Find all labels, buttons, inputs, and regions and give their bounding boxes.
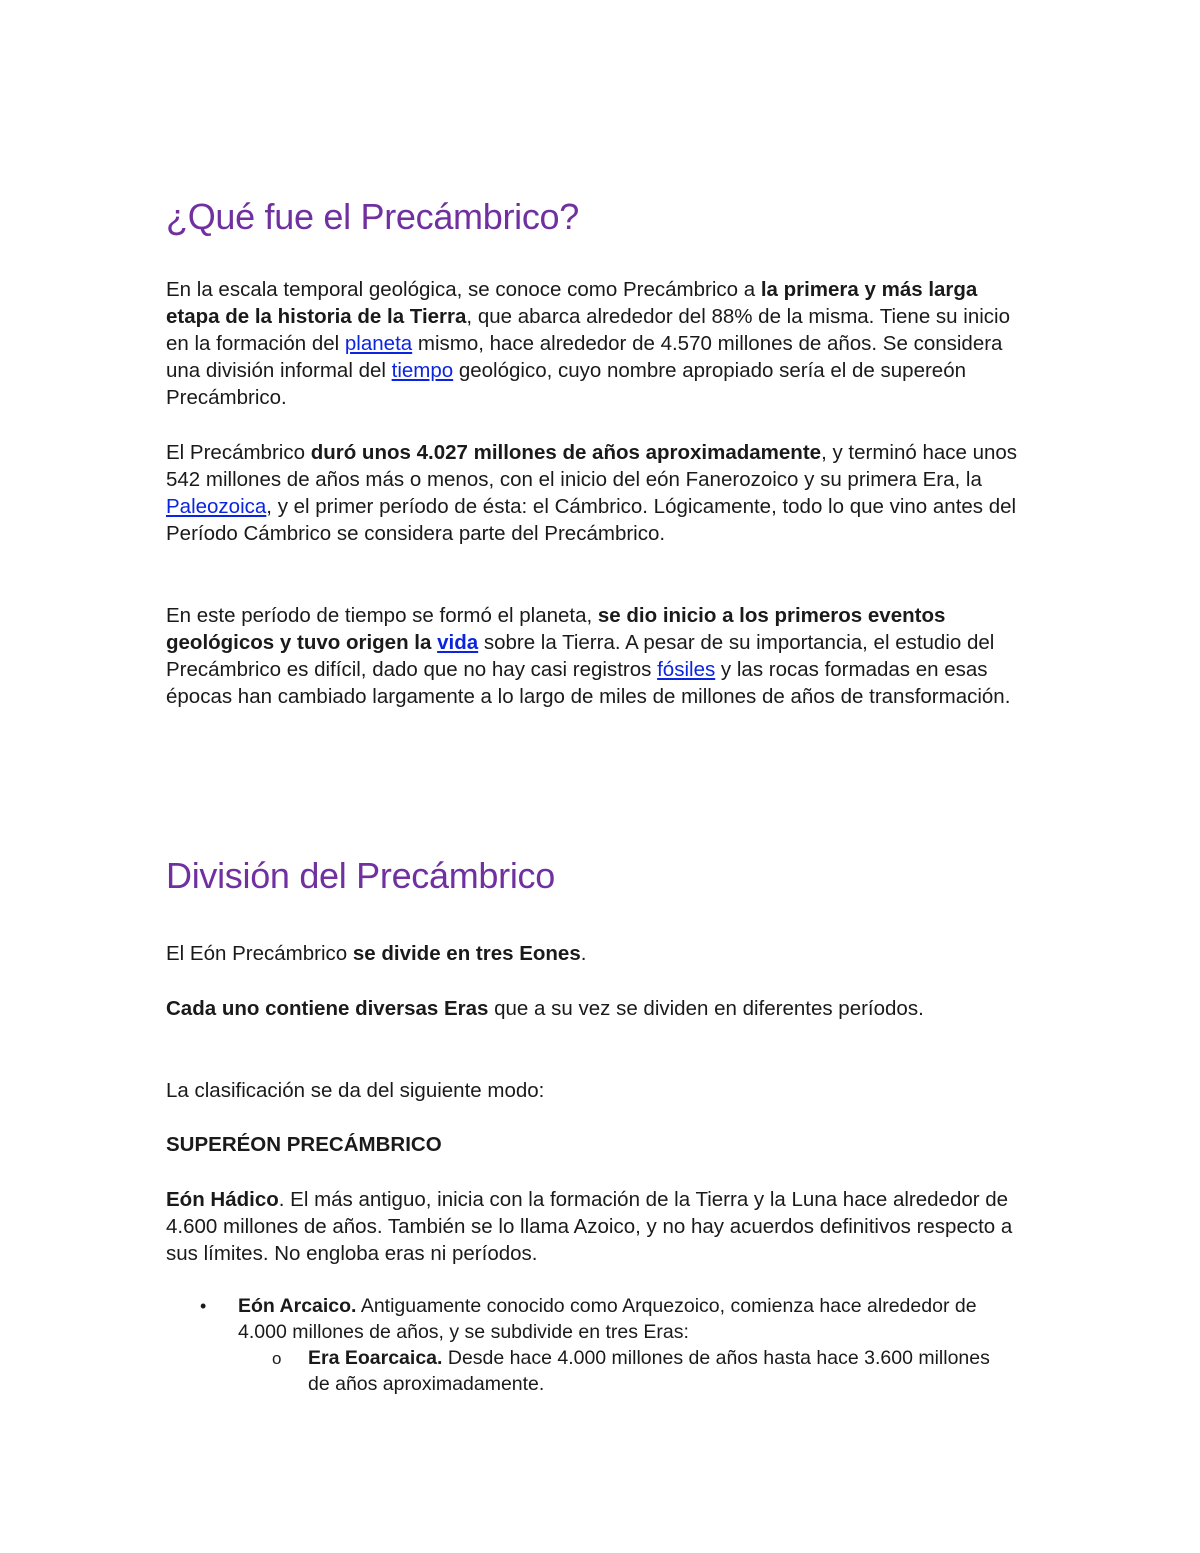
- paragraph-clasificacion: [166, 1077, 1036, 1104]
- bold-text: Cada uno contiene diversas Eras: [166, 997, 489, 1020]
- list-item-text: [308, 1345, 1008, 1397]
- link-tiempo[interactable]: tiempo: [391, 359, 454, 382]
- paragraph-duration: [166, 439, 1036, 547]
- section-title-precambrico: ¿Qué fue el Precámbrico?: [166, 196, 579, 237]
- text: El Eón Precámbrico: [166, 942, 353, 965]
- text: , y terminó hace unos 542 millones de años más o menos, con el inicio del eón Fanerozoico y su primera Era, la: [166, 441, 1018, 491]
- text: , y el primer período de ésta: el Cámbrico. Lógicamente, todo lo que vino antes del Período Cámbrico se considera parte del Precámbrico.: [166, 495, 1017, 545]
- text: Desde hace 4.000 millones de años hasta hace 3.600 millones de años aproximadamente.: [308, 1347, 990, 1395]
- text: El Precámbrico: [166, 441, 311, 464]
- link-fosiles[interactable]: fósiles: [657, 658, 716, 681]
- paragraph-eones: [166, 940, 1036, 967]
- text: En la escala temporal geológica, se conoce como Precámbrico a: [166, 278, 761, 301]
- bold-text: duró unos 4.027 millones de años aproximadamente: [310, 441, 822, 464]
- text: .: [580, 942, 587, 965]
- text: geológico, cuyo nombre apropiado sería el de supereón Precámbrico.: [166, 359, 966, 409]
- bold-text: Eón Hádico: [166, 1188, 279, 1211]
- subheading-supereon: SUPERÉON PRECÁMBRICO: [166, 1133, 442, 1156]
- text: y las rocas formadas en esas épocas han cambiado largamente a lo largo de miles de millones de años de transformación.: [166, 658, 1011, 708]
- bold-text: Eón Arcaico.: [238, 1295, 357, 1317]
- link-vida[interactable]: vida: [437, 631, 479, 654]
- text: sobre la Tierra. A pesar de su importancia, el estudio del Precámbrico es difícil, dado que no hay casi registros: [166, 631, 995, 681]
- circle-bullet-icon: o: [272, 1349, 282, 1368]
- bold-text: la primera y más larga etapa de la historia de la Tierra: [166, 278, 978, 328]
- text: La clasificación se da del siguiente modo:: [166, 1079, 545, 1102]
- paragraph-events: [166, 602, 1036, 710]
- section-title-division: División del Precámbrico: [166, 855, 555, 896]
- paragraph-eras: [166, 995, 1036, 1022]
- paragraph-intro: [166, 276, 1036, 411]
- text: , que abarca alrededor del 88% de la misma. Tiene su inicio en la formación del: [166, 305, 1010, 355]
- bold-text: se divide en tres Eones: [352, 942, 581, 965]
- text: mismo, hace alrededor de 4.570 millones de años. Se considera una división informal del: [166, 332, 1003, 382]
- text: Antiguamente conocido como Arquezoico, comienza hace alrededor de 4.000 millones de años, y se subdivide en tres Eras:: [238, 1295, 977, 1343]
- text: que a su vez se dividen en diferentes períodos.: [488, 997, 924, 1020]
- link-paleozoica[interactable]: Paleozoica: [166, 495, 267, 518]
- bullet-icon: •: [200, 1296, 207, 1316]
- bold-text: se dio inicio a los primeros eventos geológicos y tuvo origen la: [166, 604, 946, 654]
- text: . El más antiguo, inicia con la formación de la Tierra y la Luna hace alrededor de 4.600 millones de años. También se lo llama Azoico, y no hay acuerdos definitivos respecto a sus límites. No engloba eras ni períodos.: [166, 1188, 1013, 1265]
- list-item-text: [238, 1293, 1028, 1345]
- text: En este período de tiempo se formó el planeta,: [166, 604, 598, 627]
- bold-text: Era Eoarcaica.: [308, 1347, 443, 1369]
- paragraph-hadico: [166, 1186, 1036, 1267]
- link-planeta[interactable]: planeta: [344, 332, 413, 355]
